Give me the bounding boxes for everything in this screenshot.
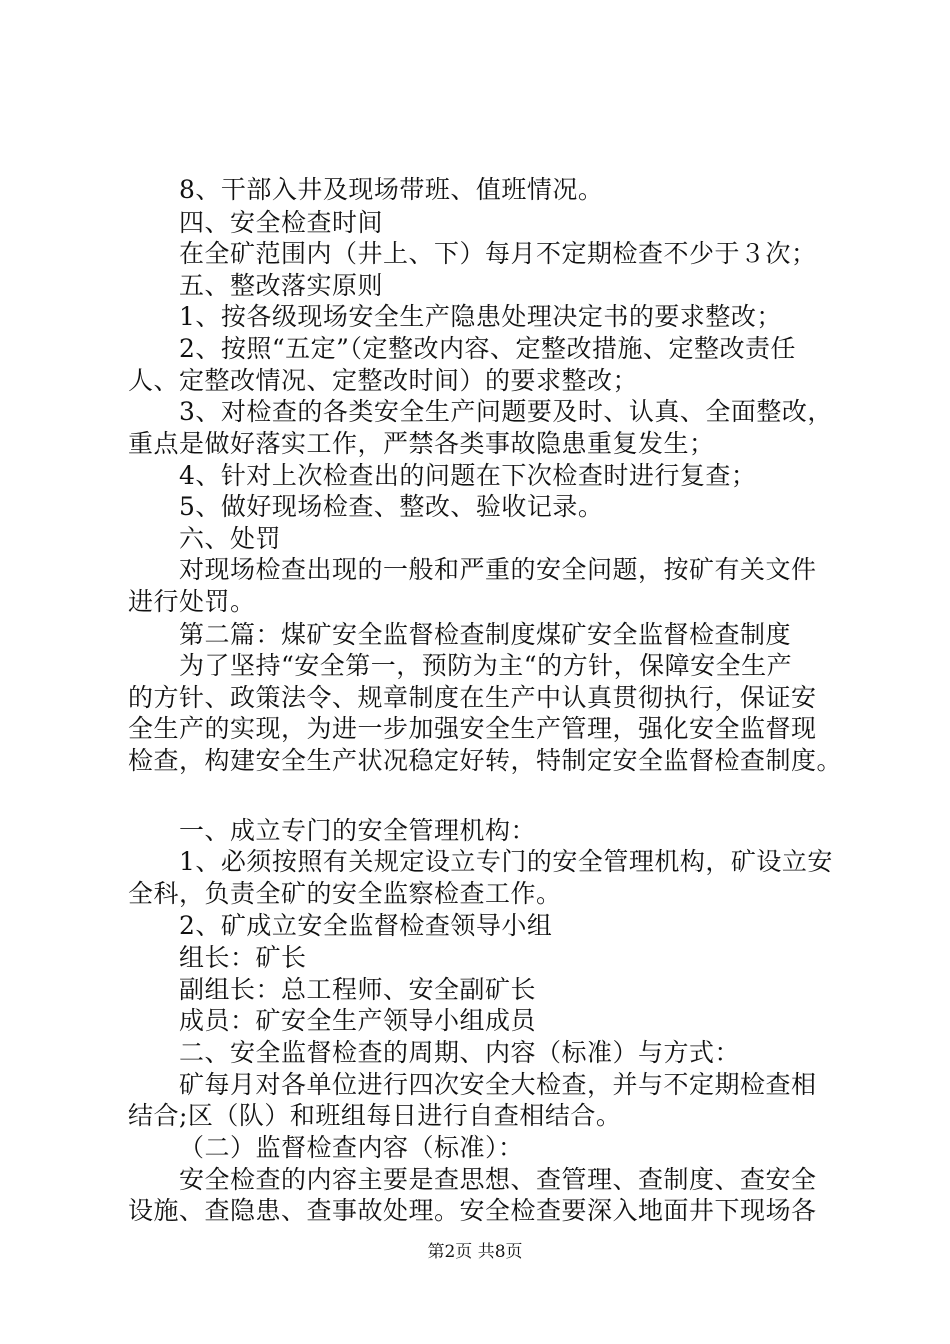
text-line: 1、按各级现场安全生产隐患处理决定书的要求整改； <box>179 302 782 332</box>
chapter-title: 第二篇：煤矿安全监督检查制度煤矿安全监督检查制度 <box>179 619 792 649</box>
text-line: 2、矿成立安全监督检查领导小组 <box>179 910 553 940</box>
text-line: 全科，负责全矿的安全监察检查工作。 <box>128 879 562 908</box>
text-line: 3、对检查的各类安全生产问题要及时、认真、全面整改， <box>179 397 833 427</box>
text-line: 5、做好现场检查、整改、验收记录。 <box>179 492 604 522</box>
text-line: 对现场检查出现的一般和严重的安全问题，按矿有关文件 <box>179 555 817 585</box>
text-line: 重点是做好落实工作，严禁各类事故隐患重复发生； <box>128 428 715 458</box>
heading-section-1: 一、成立专门的安全管理机构： <box>179 815 537 845</box>
text-line: 1、必须按照有关规定设立专门的安全管理机构，矿设立安 <box>179 847 833 877</box>
heading-subsection-2: （二）监督检查内容（标准）： <box>179 1132 524 1162</box>
text-line: 为了坚持“安全第一，预防为主“的方针，保障安全生产 <box>179 651 793 681</box>
page-footer: 第2页 共8页 <box>427 1242 523 1262</box>
text-line: 2、按照“五定”（定整改内容、定整改措施、定整改责任 <box>179 334 796 364</box>
text-line: 在全矿范围内（井上、下）每月不定期检查不少于３次； <box>179 239 817 269</box>
text-line: 组长：矿长 <box>179 943 307 973</box>
text-line: 成员：矿安全生产领导小组成员 <box>179 1006 537 1036</box>
text-line: 安全检查的内容主要是查思想、查管理、查制度、查安全 <box>179 1164 817 1194</box>
text-line: 全生产的实现，为进一步加强安全生产管理，强化安全监督现 <box>128 714 817 744</box>
text-line: 的方针、政策法令、规章制度在生产中认真贯彻执行，保证安 <box>128 682 817 712</box>
heading-section-6: 六、处罚 <box>179 523 282 553</box>
heading-section-2: 二、安全监督检查的周期、内容（标准）与方式： <box>179 1038 741 1068</box>
text-line: 进行处罚。 <box>128 586 256 616</box>
text-line: 副组长：总工程师、安全副矿长 <box>179 974 537 1004</box>
text-line: 设施、查隐患、查事故处理。安全检查要深入地面井下现场各 <box>128 1196 817 1226</box>
text-line: 人、定整改情况、定整改时间）的要求整改； <box>128 365 639 395</box>
heading-section-5: 五、整改落实原则 <box>179 270 384 300</box>
text-line: 4、针对上次检查出的问题在下次检查时进行复查； <box>179 460 757 490</box>
text-line-item-8: 8、干部入井及现场带班、值班情况。 <box>179 175 604 204</box>
heading-section-4: 四、安全检查时间 <box>179 207 384 237</box>
text-line: 结合;区（队）和班组每日进行自查相结合。 <box>128 1101 622 1131</box>
text-line: 检查，构建安全生产状况稳定好转，特制定安全监督检查制度。 <box>128 746 843 776</box>
text-line: 矿每月对各单位进行四次安全大检查，并与不定期检查相 <box>179 1069 817 1099</box>
